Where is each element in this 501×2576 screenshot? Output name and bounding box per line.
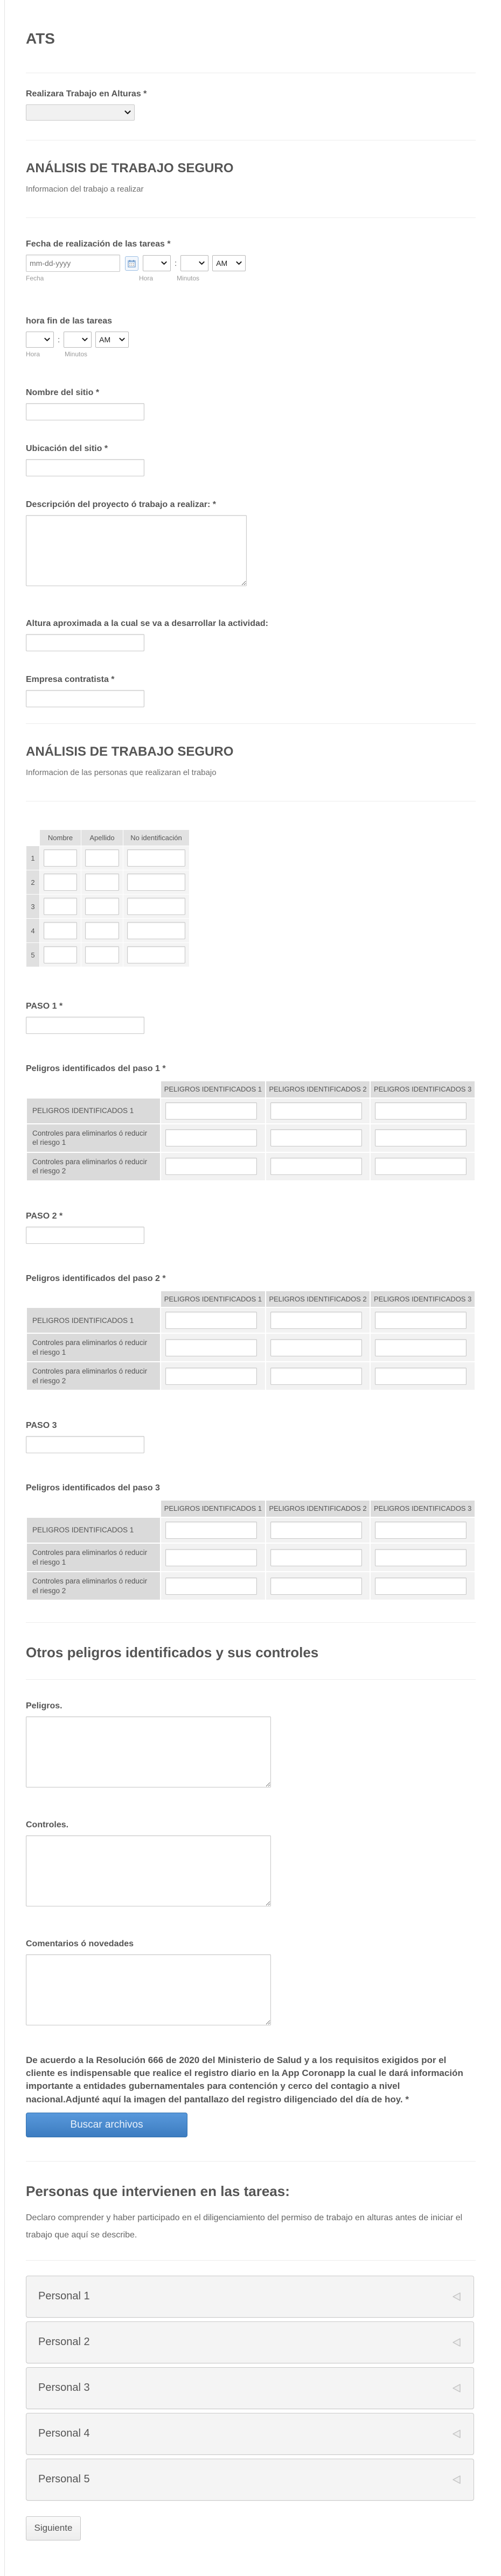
peligros-paso-1-matrix	[26, 1080, 476, 1181]
personal-4-collapse[interactable]: Personal 4	[26, 2413, 474, 2455]
matrix-col-header: PELIGROS IDENTIFICADOS 3	[371, 1081, 475, 1097]
chevron-down-icon	[44, 337, 50, 342]
m3-r3c2-input[interactable]	[270, 1578, 362, 1595]
personal-3-collapse[interactable]: Personal 3	[26, 2367, 474, 2409]
table-row	[26, 919, 189, 942]
matrix-col-header: PELIGROS IDENTIFICADOS 2	[266, 1501, 370, 1517]
divider	[26, 2161, 476, 2162]
minutos-inicio-select[interactable]	[180, 255, 208, 271]
field-label: Comentarios ó novedades	[26, 1939, 134, 1949]
divider	[26, 723, 476, 724]
field-controles	[26, 1820, 476, 1909]
matrix-col-header: PELIGROS IDENTIFICADOS 2	[266, 1291, 370, 1307]
field-altura	[26, 619, 476, 651]
m2-r2c3-input[interactable]	[375, 1339, 467, 1356]
comentarios-textarea[interactable]	[26, 1954, 271, 2025]
m1-r2c1-input[interactable]	[165, 1129, 257, 1146]
paso-2-input[interactable]	[26, 1227, 144, 1244]
m2-r2c2-input[interactable]	[270, 1339, 362, 1356]
sublabel-minutos: Minutos	[177, 275, 200, 282]
fecha-input[interactable]	[26, 255, 120, 272]
collapse-arrow-icon	[451, 2338, 462, 2347]
sublabel-minutos: Minutos	[65, 350, 88, 358]
matrix-row	[27, 1308, 475, 1333]
m1-r3c3-input[interactable]	[375, 1158, 467, 1175]
matrix-row-header: Controles para eliminarlos ó reducir el riesgo 2	[27, 1572, 160, 1600]
field-paso-1	[26, 1002, 476, 1034]
matrix-corner	[27, 1291, 160, 1307]
personal-1-collapse[interactable]: Personal 1	[26, 2276, 474, 2318]
field-label: PASO 1 *	[26, 1002, 63, 1011]
personal-2-collapse[interactable]: Personal 2	[26, 2321, 474, 2363]
table-corner	[26, 830, 39, 846]
coronapp-note: De acuerdo a la Resolución 666 de 2020 del Ministerio de Salud y a los requisitos exigidos por el cliente es indispensable que realice el registro diario en la App Coronapp la cual le dará información importante a entidades gubernamentales para contención y cerco del contagio a nivel nacional.Adjunté aquí la imagen del pantallazo del registro diligenciado del día de hoy. *	[26, 2055, 463, 2105]
field-label: Realizara Trabajo en Alturas *	[26, 89, 147, 98]
chevron-down-icon	[161, 261, 167, 265]
persona-1-apellido-input[interactable]	[85, 849, 119, 867]
matrix-row	[27, 1572, 475, 1600]
persona-5-identificacion-input[interactable]	[127, 946, 185, 963]
persona-2-nombre-input[interactable]	[44, 874, 77, 891]
section-title: ANÁLISIS DE TRABAJO SEGURO	[26, 161, 234, 175]
ubicacion-sitio-input[interactable]	[26, 459, 144, 476]
persona-4-apellido-input[interactable]	[85, 922, 119, 939]
column-header-identificacion: No identificación	[123, 830, 189, 846]
hora-fin-select[interactable]	[26, 332, 54, 348]
trabajo-alturas-select[interactable]	[26, 104, 135, 121]
persona-3-apellido-input[interactable]	[85, 898, 119, 915]
descripcion-textarea[interactable]	[26, 515, 247, 586]
personas-table	[26, 829, 190, 967]
matrix-col-header: PELIGROS IDENTIFICADOS 1	[161, 1081, 265, 1097]
row-number: 4	[26, 919, 39, 942]
collapse-arrow-icon	[451, 2383, 462, 2393]
section-personas-title: Personas que intervienen en las tareas:	[26, 2183, 290, 2199]
field-comentarios	[26, 1939, 476, 2028]
field-label: PASO 2 *	[26, 1211, 63, 1221]
section-otros-peligros-title: Otros peligros identificados y sus controles	[26, 1644, 319, 1661]
section-subtitle: Informacion de las personas que realizaran el trabajo	[26, 768, 217, 777]
m1-r2c2-input[interactable]	[270, 1129, 362, 1146]
nombre-sitio-input[interactable]	[26, 403, 144, 420]
section-analisis-trabajo	[26, 161, 476, 194]
field-ubicacion-sitio	[26, 444, 476, 476]
field-label: hora fin de las tareas	[26, 316, 113, 326]
field-peligros-paso-1	[26, 1064, 476, 1181]
m3-r3c1-input[interactable]	[165, 1578, 257, 1595]
m2-r3c3-input[interactable]	[375, 1368, 467, 1385]
m2-r1c1-input[interactable]	[165, 1312, 257, 1329]
matrix-col-header: PELIGROS IDENTIFICADOS 3	[371, 1501, 475, 1517]
matrix-row	[27, 1362, 475, 1390]
persona-3-nombre-input[interactable]	[44, 898, 77, 915]
divider	[26, 1679, 476, 1680]
m3-r1c2-input[interactable]	[270, 1522, 362, 1539]
matrix-col-header: PELIGROS IDENTIFICADOS 1	[161, 1291, 265, 1307]
field-label: Nombre del sitio *	[26, 388, 100, 397]
table-row	[26, 846, 189, 870]
empresa-input[interactable]	[26, 690, 144, 707]
table-row	[26, 943, 189, 967]
sublabel-fecha: Fecha	[26, 275, 44, 282]
minutos-fin-select[interactable]	[64, 332, 92, 348]
matrix-row	[27, 1518, 475, 1543]
field-label: Altura aproximada a la cual se va a desarrollar la actividad:	[26, 619, 268, 628]
sublabel-hora: Hora	[26, 350, 40, 358]
field-hora-fin	[26, 316, 476, 358]
field-label: Peligros identificados del paso 2 *	[26, 1273, 166, 1283]
section-subtitle: Informacion del trabajo a realizar	[26, 185, 144, 194]
time-colon: :	[175, 258, 177, 268]
persona-2-identificacion-input[interactable]	[127, 874, 185, 891]
m2-r3c2-input[interactable]	[270, 1368, 362, 1385]
m3-r2c1-input[interactable]	[165, 1549, 257, 1566]
field-label: PASO 3	[26, 1421, 57, 1431]
row-number: 3	[26, 895, 39, 918]
m2-r1c2-input[interactable]	[270, 1312, 362, 1329]
time-colon: :	[58, 335, 60, 344]
hora-inicio-select[interactable]	[143, 255, 171, 271]
m1-r1c3-input[interactable]	[375, 1102, 467, 1120]
field-label: Peligros.	[26, 1701, 62, 1711]
matrix-row-header: PELIGROS IDENTIFICADOS 1	[27, 1518, 160, 1543]
row-number: 5	[26, 943, 39, 967]
paso-3-input[interactable]	[26, 1436, 144, 1453]
field-label: Peligros identificados del paso 1 *	[26, 1064, 166, 1073]
divider	[26, 217, 476, 218]
row-number: 2	[26, 870, 39, 894]
table-row	[26, 895, 189, 918]
m3-r2c2-input[interactable]	[270, 1549, 362, 1566]
divider	[26, 1622, 476, 1623]
persona-2-apellido-input[interactable]	[85, 874, 119, 891]
matrix-row-header: Controles para eliminarlos ó reducir el riesgo 1	[27, 1124, 160, 1152]
matrix-row	[27, 1544, 475, 1571]
peligros-paso-3-matrix	[26, 1500, 476, 1601]
matrix-row-header: PELIGROS IDENTIFICADOS 1	[27, 1308, 160, 1333]
matrix-row-header: Controles para eliminarlos ó reducir el riesgo 2	[27, 1362, 160, 1390]
matrix-row	[27, 1099, 475, 1123]
chevron-down-icon	[199, 261, 205, 265]
chevron-down-icon	[82, 337, 88, 342]
field-label: Fecha de realización de las tareas *	[26, 240, 171, 249]
collapse-arrow-icon	[451, 2292, 462, 2301]
column-header-nombre: Nombre	[40, 830, 81, 846]
persona-1-identificacion-input[interactable]	[127, 849, 185, 867]
collapse-arrow-icon	[451, 2429, 462, 2439]
field-paso-2	[26, 1212, 476, 1244]
siguiente-button[interactable]: Siguiente	[26, 2516, 81, 2540]
matrix-col-header: PELIGROS IDENTIFICADOS 3	[371, 1291, 475, 1307]
calendar-icon	[128, 259, 136, 268]
row-number: 1	[26, 846, 39, 870]
matrix-col-header: PELIGROS IDENTIFICADOS 2	[266, 1081, 370, 1097]
persona-4-nombre-input[interactable]	[44, 922, 77, 939]
section-analisis-personas	[26, 744, 476, 777]
matrix-row-header: Controles para eliminarlos ó reducir el riesgo 1	[27, 1544, 160, 1571]
matrix-row-header: PELIGROS IDENTIFICADOS 1	[27, 1099, 160, 1123]
m3-r3c3-input[interactable]	[375, 1578, 467, 1595]
m1-r3c2-input[interactable]	[270, 1158, 362, 1175]
matrix-row	[27, 1124, 475, 1152]
page-title: ATS	[26, 30, 55, 47]
personal-5-collapse[interactable]: Personal 5	[26, 2459, 474, 2501]
matrix-row-header: Controles para eliminarlos ó reducir el riesgo 1	[27, 1334, 160, 1361]
paso-1-input[interactable]	[26, 1017, 144, 1034]
m1-r1c1-input[interactable]	[165, 1102, 257, 1120]
divider	[26, 2260, 476, 2261]
m2-r3c1-input[interactable]	[165, 1368, 257, 1385]
matrix-row-header: Controles para eliminarlos ó reducir el riesgo 2	[27, 1153, 160, 1180]
section-personas-subtitle: Declaro comprender y haber participado en el diligenciamiento del permiso de trabajo en alturas antes de iniciar el trabajo que aquí se describe.	[26, 2213, 463, 2240]
chevron-down-icon	[119, 337, 125, 342]
field-peligros-paso-2	[26, 1274, 476, 1391]
field-trabajo-en-alturas	[26, 89, 476, 121]
matrix-corner	[27, 1501, 160, 1517]
m3-r2c3-input[interactable]	[375, 1549, 467, 1566]
peligros-textarea[interactable]	[26, 1716, 271, 1787]
section-title: ANÁLISIS DE TRABAJO SEGURO	[26, 744, 234, 759]
persona-4-identificacion-input[interactable]	[127, 922, 185, 939]
matrix-row	[27, 1334, 475, 1361]
field-label: Descripción del proyecto ó trabajo a realizar: *	[26, 500, 217, 509]
matrix-row	[27, 1153, 475, 1180]
collapse-arrow-icon	[451, 2475, 462, 2484]
persona-5-apellido-input[interactable]	[85, 946, 119, 963]
buscar-archivos-button[interactable]: Buscar archivos	[26, 2113, 187, 2137]
persona-3-identificacion-input[interactable]	[127, 898, 185, 915]
m3-r1c3-input[interactable]	[375, 1522, 467, 1539]
chevron-down-icon	[236, 261, 242, 265]
m2-r2c1-input[interactable]	[165, 1339, 257, 1356]
column-header-apellido: Apellido	[81, 830, 123, 846]
field-peligros-paso-3	[26, 1483, 476, 1601]
personal-list	[26, 2276, 476, 2501]
peligros-paso-2-matrix	[26, 1290, 476, 1391]
persona-1-nombre-input[interactable]	[44, 849, 77, 867]
ampm-fin-select[interactable]: AM	[95, 332, 129, 348]
field-descripcion	[26, 500, 476, 589]
field-fecha-realizacion	[26, 240, 476, 282]
page-edge-line	[4, 0, 5, 2576]
persona-5-nombre-input[interactable]	[44, 946, 77, 963]
field-label: Controles.	[26, 1820, 69, 1830]
m1-r2c3-input[interactable]	[375, 1129, 467, 1146]
m2-r1c3-input[interactable]	[375, 1312, 467, 1329]
calendar-button[interactable]	[125, 256, 138, 271]
field-label: Ubicación del sitio *	[26, 444, 108, 453]
field-empresa	[26, 675, 476, 707]
field-peligros	[26, 1701, 476, 1790]
field-label: Peligros identificados del paso 3	[26, 1483, 160, 1493]
matrix-corner	[27, 1081, 160, 1097]
matrix-col-header: PELIGROS IDENTIFICADOS 1	[161, 1501, 265, 1517]
altura-input[interactable]	[26, 634, 144, 651]
chevron-down-icon	[124, 110, 131, 115]
controles-textarea[interactable]	[26, 1835, 271, 1906]
field-label: Empresa contratista *	[26, 675, 115, 684]
sublabel-hora: Hora	[139, 275, 154, 282]
ampm-inicio-select[interactable]: AM	[212, 255, 246, 271]
m3-r1c1-input[interactable]	[165, 1522, 257, 1539]
table-row	[26, 870, 189, 894]
field-nombre-sitio	[26, 388, 476, 420]
m1-r1c2-input[interactable]	[270, 1102, 362, 1120]
m1-r3c1-input[interactable]	[165, 1158, 257, 1175]
field-paso-3	[26, 1421, 476, 1453]
